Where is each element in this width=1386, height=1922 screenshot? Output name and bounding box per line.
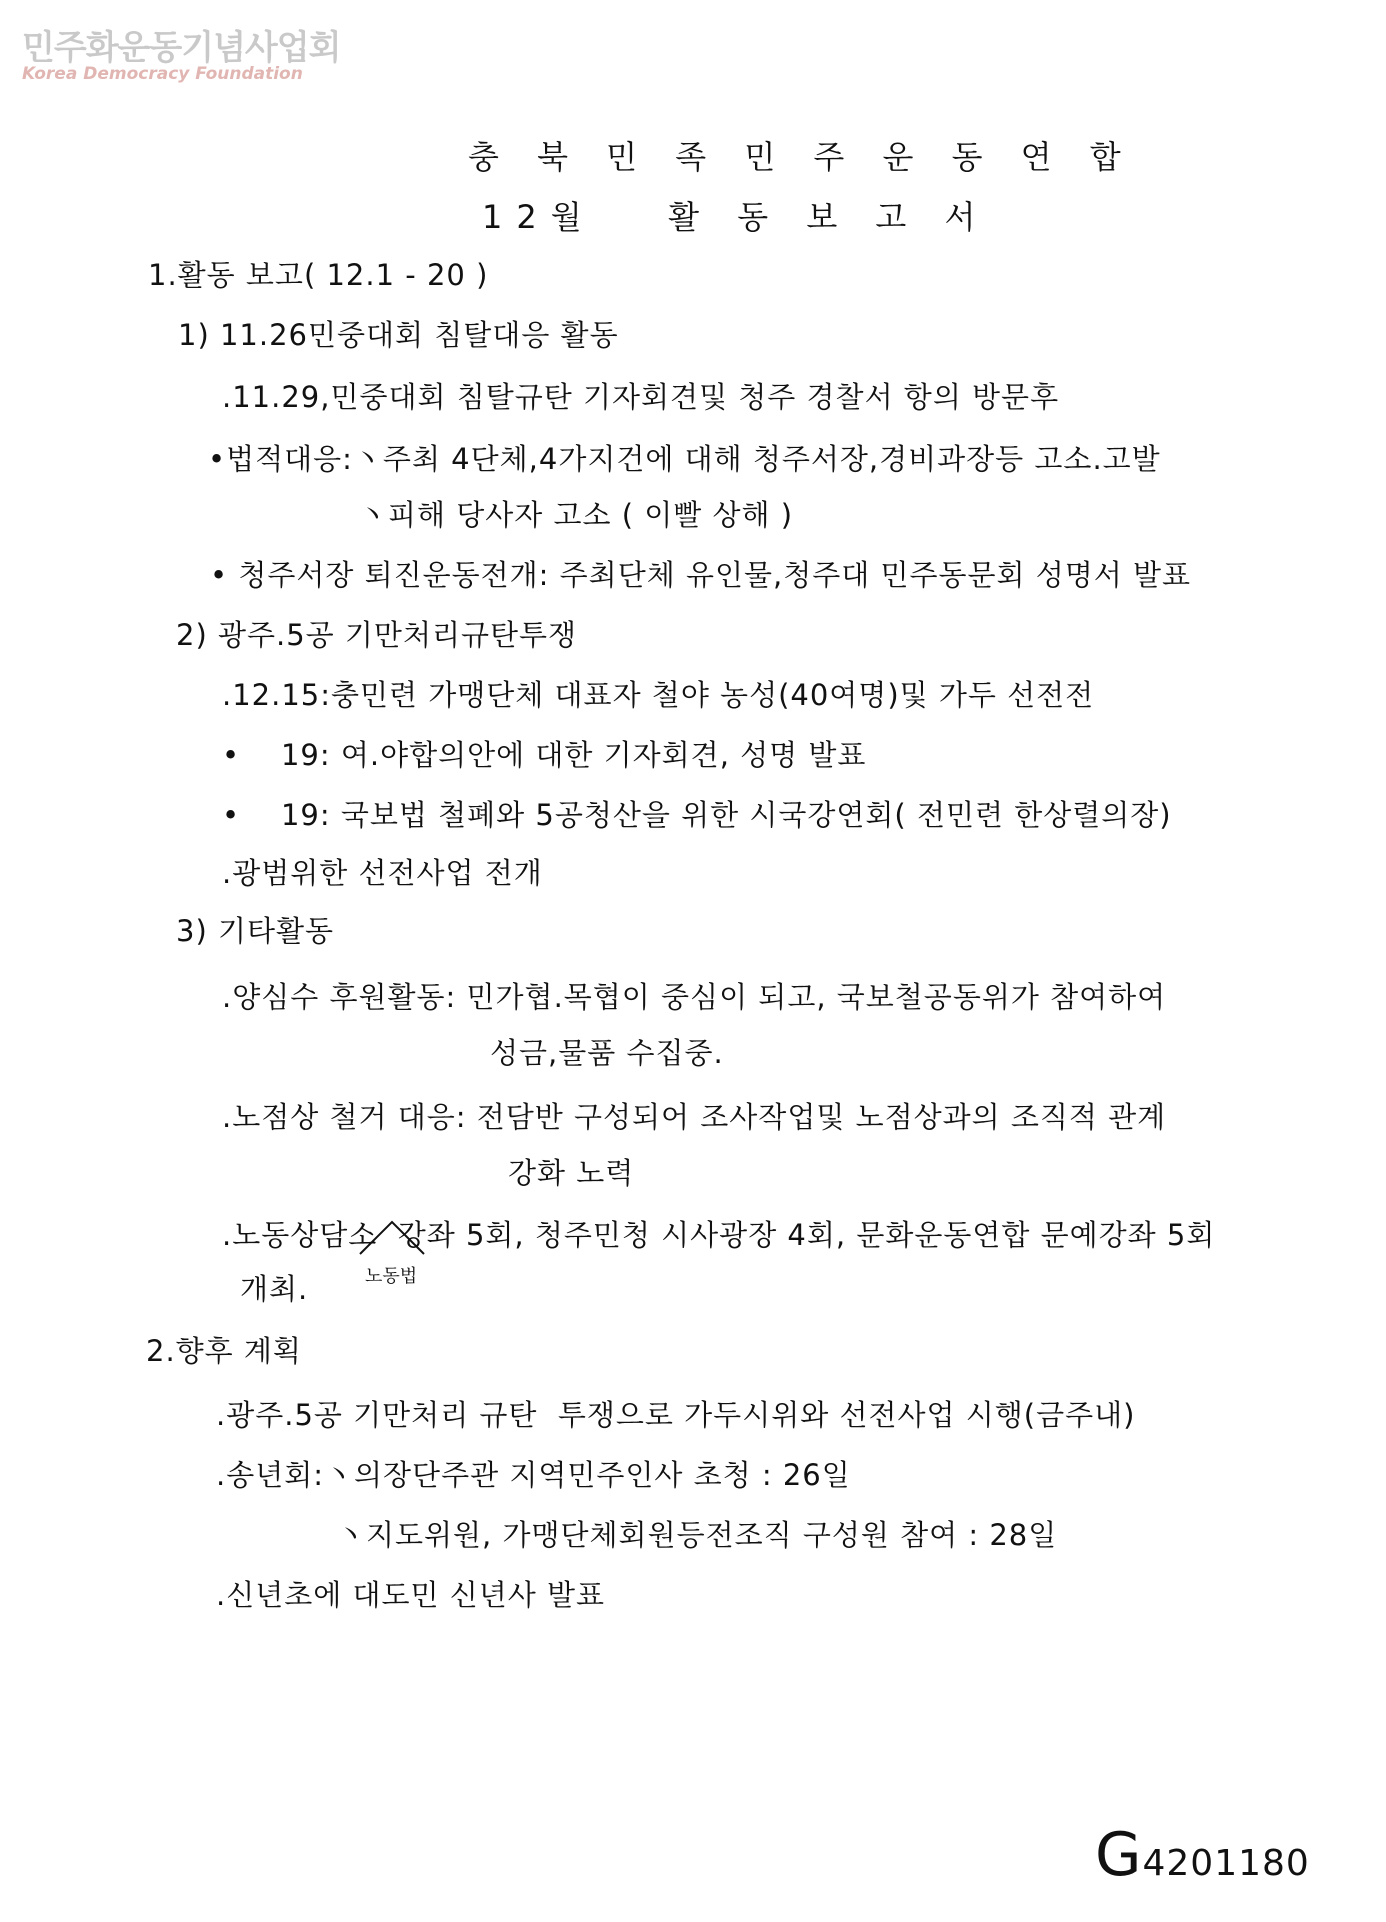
- plan-line: .광주.5공 기만처리 규탄 투쟁으로 가두시위와 선전사업 시행(금주내): [216, 1398, 1136, 1432]
- report-line: .광범위한 선전사업 전개: [222, 856, 543, 890]
- subsection-heading: 2) 광주.5공 기만처리규탄투쟁: [176, 618, 578, 652]
- report-line: .12.15:충민련 가맹단체 대표자 철야 농성(40여명)및 가두 선전전: [222, 678, 1095, 712]
- plan-line: .송년회:丶의장단주관 지역민주인사 초청 : 26일: [216, 1458, 851, 1492]
- report-line: • 19: 국보법 철폐와 5공청산을 위한 시국강연회( 전민련 한상렬의장): [222, 798, 1172, 832]
- archive-stamp-letter: G: [1095, 1820, 1143, 1890]
- report-line: 성금,물품 수집중.: [490, 1036, 724, 1070]
- report-line: .양심수 후원활동: 민가협.목협이 중심이 되고, 국보철공동위가 참여하여: [222, 980, 1167, 1014]
- archive-stamp-number: 4201180: [1142, 1843, 1310, 1884]
- report-line: •법적대응:丶주최 4단체,4가지건에 대해 청주서장,경비과장등 고소.고발: [208, 442, 1161, 476]
- report-line: 개최.: [240, 1272, 309, 1306]
- section-heading-future-plans: 2.향후 계획: [146, 1334, 302, 1368]
- subsection-heading: 3) 기타활동: [176, 914, 335, 948]
- handwritten-insertion-note: 노동법: [365, 1266, 418, 1287]
- section-heading-activity-report: 1.활동 보고( 12.1 - 20 ): [148, 258, 489, 292]
- subsection-heading: 1) 11.26민중대회 침탈대응 활동: [178, 318, 619, 352]
- document-title: 12월 활 동 보 고 서: [482, 198, 990, 236]
- report-line: • 청주서장 퇴진운동전개: 주최단체 유인물,청주대 민주동문회 성명서 발표: [210, 558, 1192, 592]
- report-line: .노동상담소 강좌 5회, 청주민청 시사광장 4회, 문화운동연합 문예강좌 5회: [222, 1218, 1216, 1252]
- report-line: 강화 노력: [508, 1156, 635, 1190]
- plan-line: .신년초에 대도민 신년사 발표: [216, 1578, 606, 1612]
- report-line: • 19: 여.야합의안에 대한 기자회견, 성명 발표: [222, 738, 867, 772]
- watermark-logo-english: Korea Democracy Foundation: [22, 64, 303, 84]
- report-line: 丶피해 당사자 고소 ( 이빨 상해 ): [358, 498, 794, 532]
- archive-stamp: [1095, 1820, 1310, 1890]
- report-line: .11.29,민중대회 침탈규탄 기자회견및 청주 경찰서 항의 방문후: [222, 380, 1060, 414]
- insertion-caret-icon: [358, 1218, 428, 1258]
- plan-line: 丶지도위원, 가맹단체회원등전조직 구성원 참여 : 28일: [336, 1518, 1058, 1552]
- document-organization: 충 북 민 족 민 주 운 동 연 합: [468, 138, 1135, 176]
- report-line: .노점상 철거 대응: 전담반 구성되어 조사작업및 노점상과의 조직적 관계: [222, 1100, 1167, 1134]
- watermark-logo-korean: 민주화운동기념사업회: [22, 28, 341, 68]
